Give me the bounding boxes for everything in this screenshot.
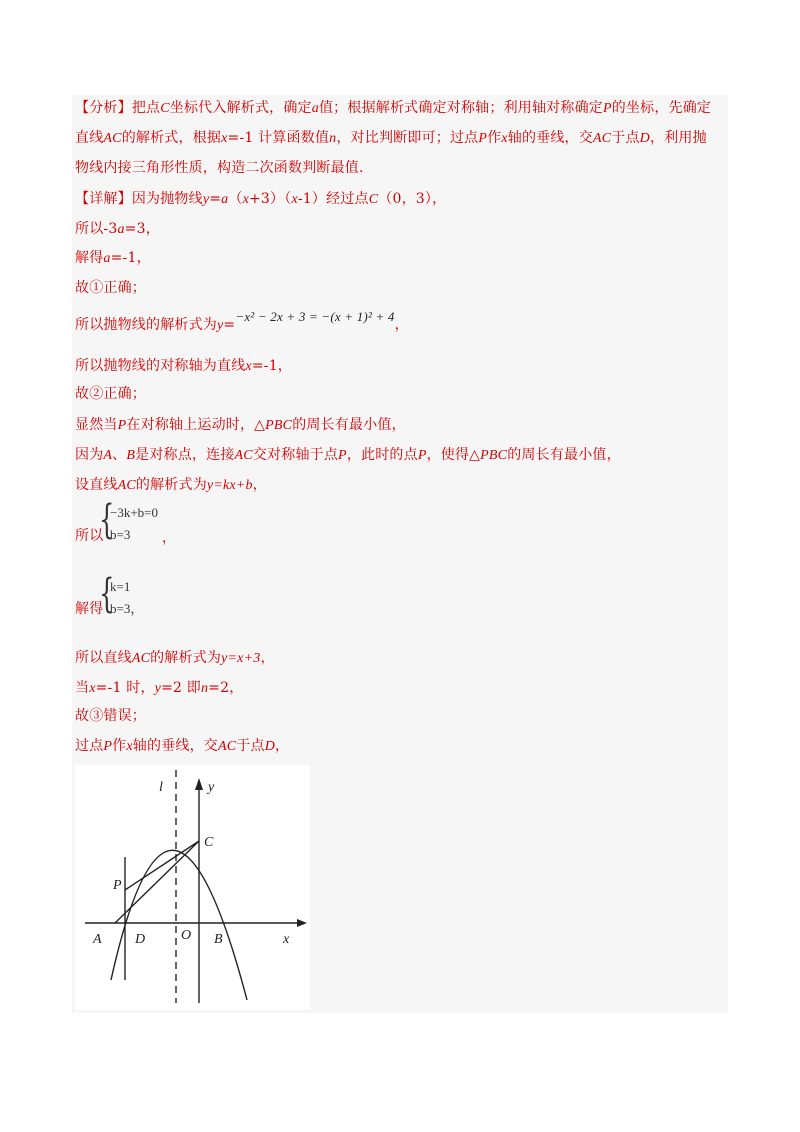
label-b: B <box>214 932 223 947</box>
detail-line-4: 故①正确； <box>75 280 146 296</box>
parabola-formula: −x² − 2x + 3 = −(x + 1)² + 4 <box>235 309 395 324</box>
detail-line-13: 所以直线AC的解析式为y=x+3， <box>75 650 275 666</box>
parabola-curve <box>111 850 247 1000</box>
detail-line-15: 故③错误； <box>75 708 146 724</box>
left-brace: { <box>99 497 115 543</box>
detail-line-11: 所以 <box>75 528 104 544</box>
detail-line-6: 所以抛物线的对称轴为直线x=-1， <box>75 358 292 374</box>
detail-line-10: 设直线AC的解析式为y=kx+b， <box>75 477 267 493</box>
system-1-comma: ， <box>162 530 177 546</box>
label-c: C <box>204 835 214 850</box>
label-x: x <box>283 932 290 947</box>
left-brace: { <box>99 571 115 617</box>
label-d: D <box>135 932 146 947</box>
system-1-eq1: −3k+b=0 <box>110 505 158 520</box>
label-a: A <box>93 932 102 947</box>
detail-line-7: 故②正确； <box>75 386 146 402</box>
parabola-figure <box>75 765 310 1010</box>
x-axis-arrow <box>297 919 307 927</box>
detail-line-12: 解得 <box>75 601 104 617</box>
analysis-tag: 【分析】 <box>75 100 132 116</box>
detail-tag: 【详解】 <box>75 191 132 207</box>
analysis-line-1: 【分析】把点C坐标代入解析式，确定a值；根据解析式确定对称轴；利用轴对称确定P的坐标，先确定 <box>75 100 712 116</box>
system-1-eq2: b=3 <box>110 527 131 542</box>
detail-line-14: 当x=-1 时，y=2 即n=2， <box>75 680 244 696</box>
system-2-eq1: k=1 <box>110 579 131 594</box>
detail-line-1: 【详解】因为抛物线y=a（x+3）（x-1）经过点C（0，3）， <box>75 191 447 207</box>
y-axis-arrow <box>195 778 203 790</box>
line-ac <box>115 841 199 923</box>
label-y: y <box>208 780 215 795</box>
label-o: O <box>181 928 192 943</box>
detail-line-8: 显然当P在对称轴上运动时，△PBC的周长有最小值， <box>75 417 406 433</box>
detail-line-2: 所以-3a=3， <box>75 221 160 237</box>
label-l: l <box>159 780 163 795</box>
analysis-line-3: 物线内接三角形性质，构造二次函数判断最值. <box>75 160 364 176</box>
line-pc <box>125 841 199 890</box>
detail-line-16: 过点P作x轴的垂线，交AC于点D， <box>75 738 290 754</box>
detail-line-5: 所以抛物线的解析式为y=−x² − 2x + 3 = −(x + 1)² + 4， <box>75 309 409 333</box>
detail-line-9: 因为A、B是对称点，连接AC交对称轴于点P，此时的点P，使得△PBC的周长有最小值， <box>75 447 621 463</box>
label-p: P <box>113 878 122 893</box>
system-2-eq2: b=3， <box>110 601 144 616</box>
detail-line-3: 解得a=-1， <box>75 250 151 266</box>
parabola-diagram <box>75 765 310 1010</box>
analysis-line-2: 直线AC的解析式，根据x=-1 计算函数值n，对比判断即可；过点P作x轴的垂线，交AC于点D，利用抛 <box>75 130 707 146</box>
